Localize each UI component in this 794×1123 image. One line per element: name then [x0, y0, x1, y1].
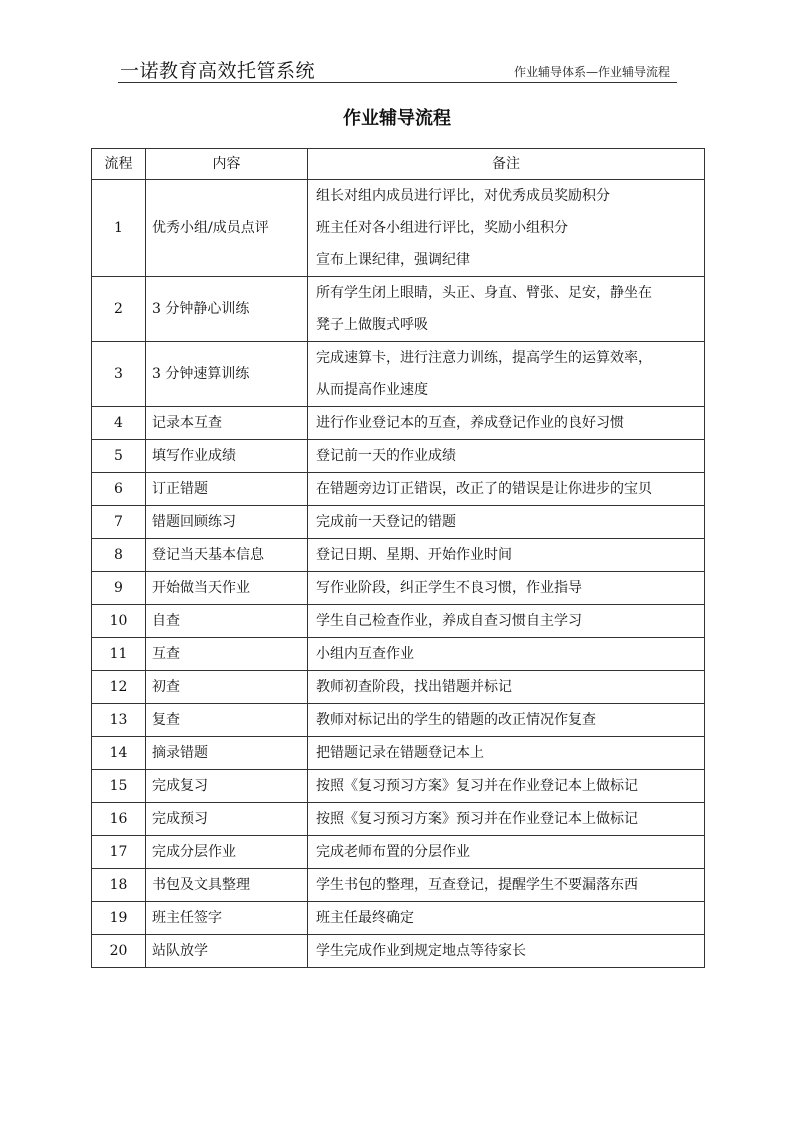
step-content: 书包及文具整理 — [146, 869, 308, 902]
note-line: 按照《复习预习方案》复习并在作业登记本上做标记 — [316, 778, 638, 794]
table-row — [92, 605, 705, 638]
table-row — [92, 539, 705, 572]
note-line: 在错题旁边订正错误，改正了的错误是让你进步的宝贝 — [316, 481, 652, 497]
table-row — [92, 671, 705, 704]
table-row — [92, 342, 705, 407]
note-line: 登记日期、星期、开始作业时间 — [316, 547, 512, 563]
step-notes — [308, 539, 705, 572]
step-content: 站队放学 — [146, 935, 308, 968]
step-notes — [308, 277, 705, 342]
step-notes — [308, 737, 705, 770]
header-section-label: 作业辅导体系—作业辅导流程 — [513, 65, 670, 79]
note-line: 所有学生闭上眼睛，头正、身直、臂张、足安，静坐在 — [316, 285, 652, 301]
note-line: 写作业阶段，纠正学生不良习惯，作业指导 — [316, 580, 582, 596]
step-number: 18 — [92, 869, 146, 902]
step-notes — [308, 473, 705, 506]
step-content: 登记当天基本信息 — [146, 539, 308, 572]
note-line: 进行作业登记本的互查，养成登记作业的良好习惯 — [316, 415, 624, 431]
note-line: 组长对组内成员进行评比，对优秀成员奖励积分 — [316, 188, 610, 204]
step-notes — [308, 671, 705, 704]
step-content: 完成预习 — [146, 803, 308, 836]
step-notes — [308, 803, 705, 836]
workflow-table — [91, 148, 705, 968]
step-number: 5 — [92, 440, 146, 473]
step-number: 7 — [92, 506, 146, 539]
note-line: 按照《复习预习方案》预习并在作业登记本上做标记 — [316, 811, 638, 827]
table-row — [92, 638, 705, 671]
step-content: 3 分钟速算训练 — [146, 342, 308, 407]
step-notes — [308, 869, 705, 902]
step-notes — [308, 704, 705, 737]
step-content: 填写作业成绩 — [146, 440, 308, 473]
step-number: 2 — [92, 277, 146, 342]
step-number: 9 — [92, 572, 146, 605]
step-number: 17 — [92, 836, 146, 869]
table-row — [92, 506, 705, 539]
step-notes — [308, 935, 705, 968]
step-content: 完成分层作业 — [146, 836, 308, 869]
table-row — [92, 737, 705, 770]
step-notes — [308, 902, 705, 935]
note-line: 从而提高作业速度 — [316, 382, 428, 398]
note-line: 登记前一天的作业成绩 — [316, 448, 456, 464]
table-row — [92, 180, 705, 277]
step-notes — [308, 836, 705, 869]
step-content: 摘录错题 — [146, 737, 308, 770]
step-content: 3 分钟静心训练 — [146, 277, 308, 342]
step-number: 16 — [92, 803, 146, 836]
note-line: 完成老师布置的分层作业 — [316, 844, 470, 860]
step-number: 11 — [92, 638, 146, 671]
step-content: 完成复习 — [146, 770, 308, 803]
table-row — [92, 935, 705, 968]
step-number: 8 — [92, 539, 146, 572]
table-header-row — [92, 149, 705, 180]
note-line: 学生书包的整理，互查登记，提醒学生不要漏落东西 — [316, 877, 638, 893]
step-notes — [308, 770, 705, 803]
step-notes — [308, 506, 705, 539]
table-row — [92, 902, 705, 935]
note-line: 完成前一天登记的错题 — [316, 514, 456, 530]
table-row — [92, 473, 705, 506]
step-number: 19 — [92, 902, 146, 935]
step-number: 14 — [92, 737, 146, 770]
table-row — [92, 869, 705, 902]
step-number: 20 — [92, 935, 146, 968]
step-notes — [308, 407, 705, 440]
column-header-step: 流程 — [92, 149, 146, 180]
step-content: 初查 — [146, 671, 308, 704]
table-row — [92, 440, 705, 473]
table-row — [92, 803, 705, 836]
step-number: 3 — [92, 342, 146, 407]
note-line: 教师对标记出的学生的错题的改正情况作复查 — [316, 712, 596, 728]
step-content: 开始做当天作业 — [146, 572, 308, 605]
step-number: 12 — [92, 671, 146, 704]
header-divider — [118, 82, 677, 83]
page-title: 作业辅导流程 — [343, 108, 451, 129]
note-line: 把错题记录在错题登记本上 — [316, 745, 484, 761]
table-row — [92, 704, 705, 737]
step-notes — [308, 638, 705, 671]
column-header-content: 内容 — [146, 149, 308, 180]
header-system-name: 一诺教育高效托管系统 — [120, 60, 316, 82]
table-row — [92, 572, 705, 605]
step-content: 记录本互查 — [146, 407, 308, 440]
step-notes — [308, 342, 705, 407]
note-line: 宣布上课纪律，强调纪律 — [316, 252, 470, 268]
step-number: 6 — [92, 473, 146, 506]
step-content: 优秀小组/成员点评 — [146, 180, 308, 277]
step-number: 4 — [92, 407, 146, 440]
step-number: 13 — [92, 704, 146, 737]
step-number: 15 — [92, 770, 146, 803]
step-notes — [308, 180, 705, 277]
step-content: 错题回顾练习 — [146, 506, 308, 539]
note-line: 凳子上做腹式呼吸 — [316, 317, 428, 333]
column-header-notes: 备注 — [308, 149, 705, 180]
table-row — [92, 407, 705, 440]
note-line: 学生完成作业到规定地点等待家长 — [316, 943, 526, 959]
step-content: 订正错题 — [146, 473, 308, 506]
step-notes — [308, 605, 705, 638]
step-content: 互查 — [146, 638, 308, 671]
step-notes — [308, 440, 705, 473]
step-notes — [308, 572, 705, 605]
note-line: 完成速算卡，进行注意力训练，提高学生的运算效率， — [316, 350, 652, 366]
step-content: 班主任签字 — [146, 902, 308, 935]
note-line: 班主任最终确定 — [316, 910, 414, 926]
step-content: 自查 — [146, 605, 308, 638]
note-line: 教师初查阶段，找出错题并标记 — [316, 679, 512, 695]
table-row — [92, 836, 705, 869]
step-content: 复查 — [146, 704, 308, 737]
note-line: 小组内互查作业 — [316, 646, 414, 662]
step-number: 1 — [92, 180, 146, 277]
note-line: 学生自己检查作业，养成自查习惯自主学习 — [316, 613, 582, 629]
table-row — [92, 770, 705, 803]
step-number: 10 — [92, 605, 146, 638]
note-line: 班主任对各小组进行评比，奖励小组积分 — [316, 220, 568, 236]
table-row — [92, 277, 705, 342]
